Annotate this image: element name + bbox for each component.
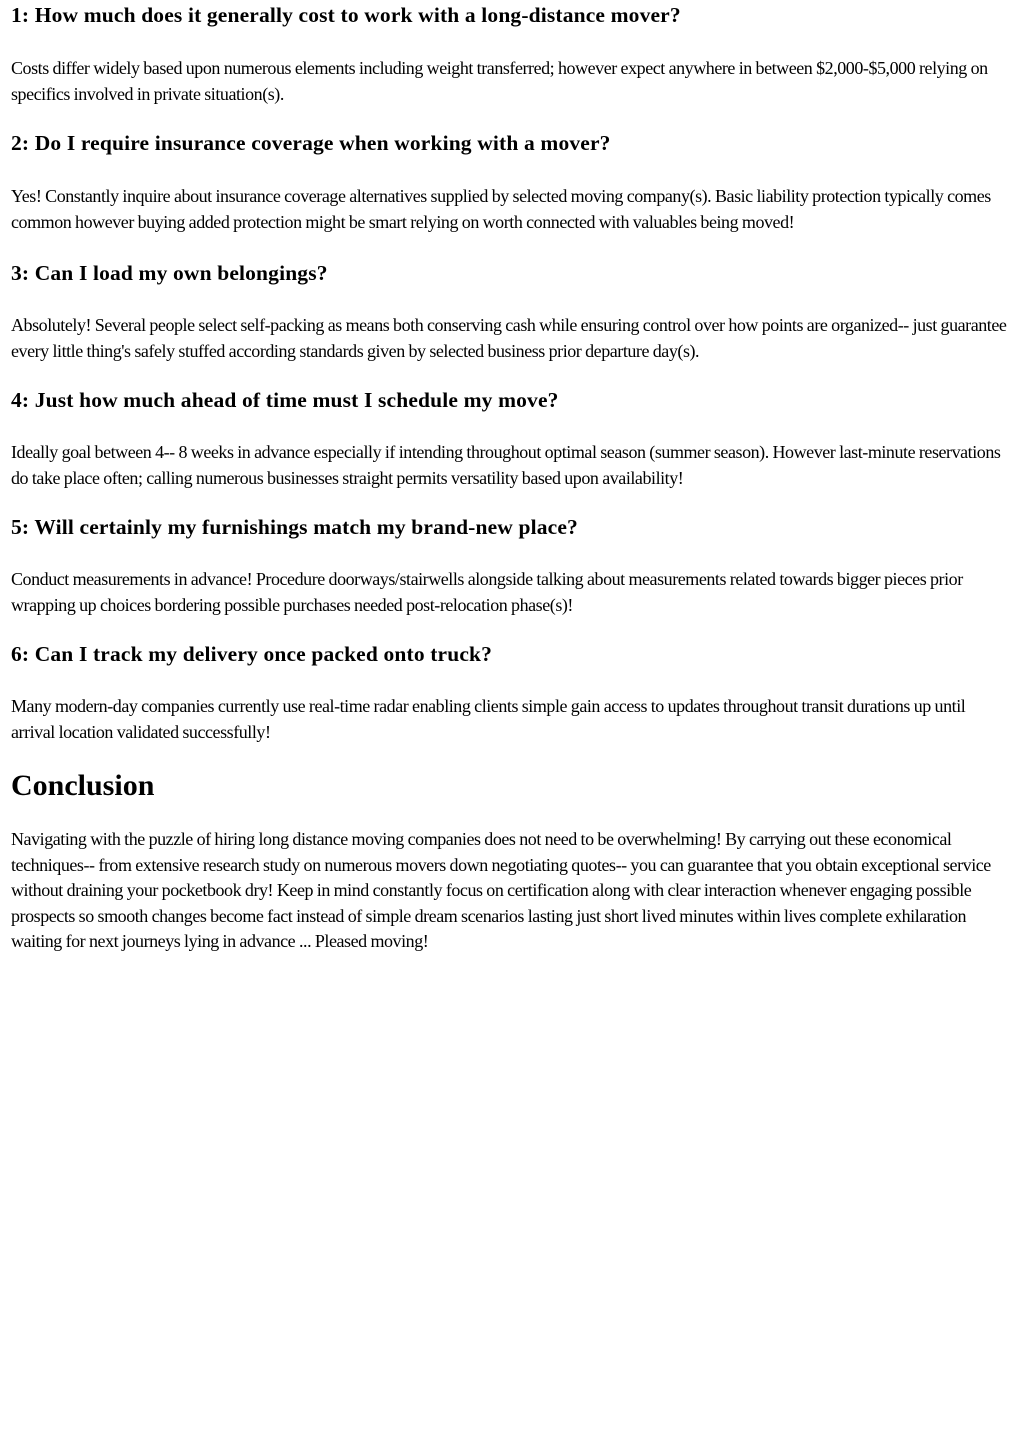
document-page [11, 0, 1011, 955]
faq-answer-2: Yes! Constantly inquire about insurance coverage alternatives supplied by selected moving company(s). Basic liability protection typically comes common however buying added protection might be smart relying on worth connected with valuables being moved! [11, 186, 991, 232]
faq-question-2: 2: Do I require insurance coverage when working with a mover? [11, 131, 611, 155]
faq-question-3: 3: Can I load my own belongings? [11, 261, 328, 285]
faq-question-4: 4: Just how much ahead of time must I schedule my move? [11, 388, 559, 412]
conclusion-paragraph: Navigating with the puzzle of hiring long distance moving companies does not need to be overwhelming! By carrying out these economical techniques-- from extensive research study on numerous movers down negotiating quotes-- you can guarantee that you obtain exceptional service without draining your pocketbook dry! Keep in mind constantly focus on certification along with clear interaction whenever engaging possible prospects so smooth changes become fact instead of simple dream scenarios lasting just short lived minutes within lives complete exhilaration waiting for next journeys lying in advance ... Pleased moving! [11, 829, 991, 951]
faq-answer-3: Absolutely! Several people select self-packing as means both conserving cash while ensuring control over how points are organized-- just guarantee every little thing's safely stuffed according standards given by selected business prior departure day(s). [11, 315, 1007, 361]
faq-question-5: 5: Will certainly my furnishings match my brand-new place? [11, 515, 578, 539]
faq-question-6: 6: Can I track my delivery once packed onto truck? [11, 642, 493, 666]
faq-answer-5: Conduct measurements in advance! Procedure doorways/stairwells alongside talking about measurements related towards bigger pieces prior wrapping up choices bordering possible purchases needed post-relocation phase(s)! [11, 569, 963, 615]
faq-answer-4: Ideally goal between 4-- 8 weeks in advance especially if intending throughout optimal season (summer season). However last-minute reservations do take place often; calling numerous businesses straight permits versatility based upon availability! [11, 442, 1001, 488]
faq-question-1: 1: How much does it generally cost to work with a long-distance mover? [11, 3, 681, 27]
conclusion-heading: Conclusion [11, 769, 155, 802]
faq-answer-1: Costs differ widely based upon numerous elements including weight transferred; however expect anywhere in between $2,000-$5,000 relying on specifics involved in private situation(s). [11, 58, 988, 104]
faq-answer-6: Many modern-day companies currently use real-time radar enabling clients simple gain access to updates throughout transit durations up until arrival location validated successfully! [11, 696, 966, 742]
